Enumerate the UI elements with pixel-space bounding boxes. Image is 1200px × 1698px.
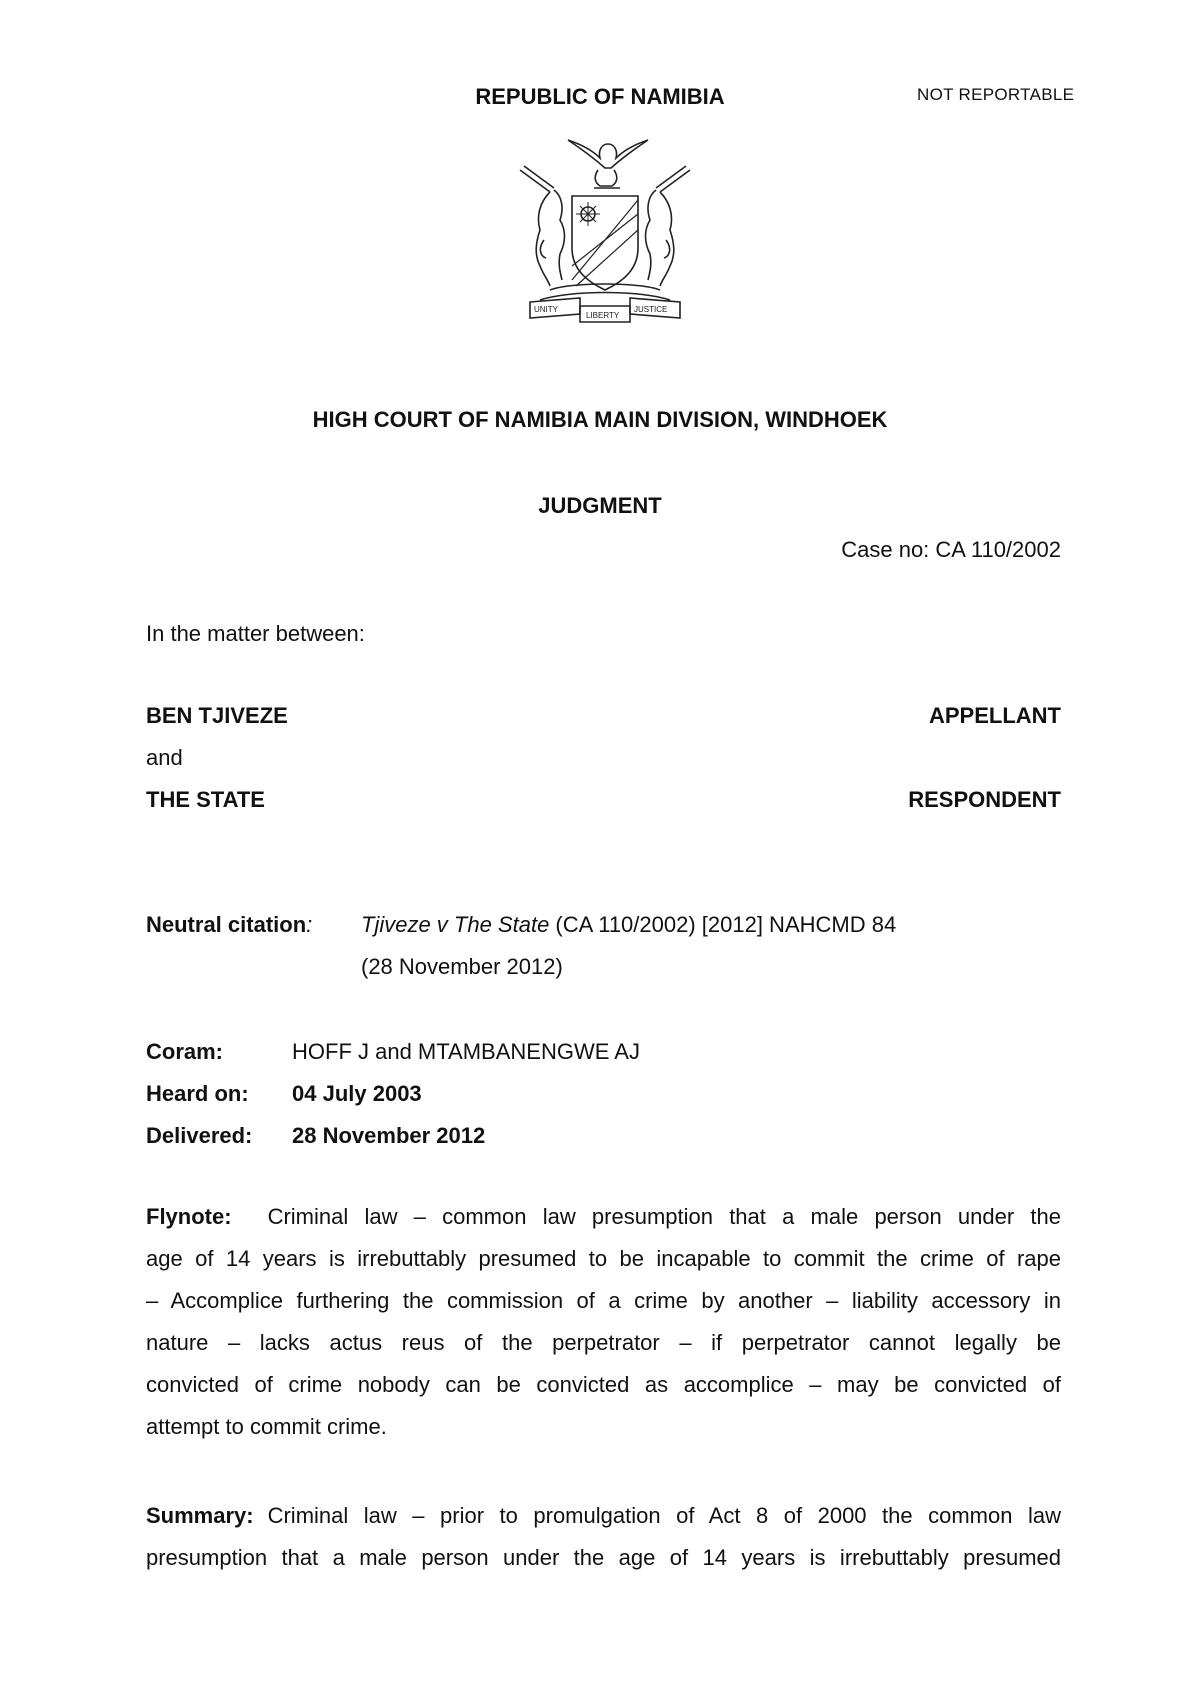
delivered-value: 28 November 2012 <box>292 1123 486 1148</box>
svg-text:LIBERTY: LIBERTY <box>586 311 620 320</box>
flynote-paragraph <box>146 1196 1061 1448</box>
respondent-name: THE STATE <box>146 787 265 812</box>
judgment-heading: JUDGMENT <box>538 493 662 518</box>
summary-label: Summary: <box>146 1503 254 1528</box>
matter-intro: In the matter between: <box>146 621 365 646</box>
republic-heading: REPUBLIC OF NAMIBIA <box>475 84 725 109</box>
appellant-role: APPELLANT <box>929 703 1061 728</box>
flynote-line: nature – lacks actus reus of the perpetrator – if perpetrator cannot legally be <box>146 1330 1061 1355</box>
flynote-label: Flynote: <box>146 1204 232 1229</box>
svg-text:UNITY: UNITY <box>534 305 558 314</box>
coram-label: Coram: <box>146 1039 224 1064</box>
neutral-citation-date: (28 November 2012) <box>361 954 563 979</box>
svg-text:JUSTICE: JUSTICE <box>634 305 668 314</box>
delivered-label: Delivered: <box>146 1123 253 1148</box>
neutral-citation-label: Neutral citation: <box>146 912 313 937</box>
court-heading: HIGH COURT OF NAMIBIA MAIN DIVISION, WINDHOEK <box>312 407 888 432</box>
summary-paragraph <box>146 1495 1061 1579</box>
neutral-citation-value: Tjiveze v The State (CA 110/2002) [2012] NAHCMD 84 <box>361 912 897 937</box>
not-reportable-label: NOT REPORTABLE <box>917 85 1075 104</box>
coram-value: HOFF J and MTAMBANENGWE AJ <box>292 1039 640 1064</box>
flynote-line: age of 14 years is irrebuttably presumed to be incapable to commit the crime of rape <box>146 1246 1061 1271</box>
summary-line: Summary: Criminal law – prior to promulgation of Act 8 of 2000 the common law <box>146 1503 1061 1528</box>
summary-line: presumption that a male person under the age of 14 years is irrebuttably presumed <box>146 1545 1061 1570</box>
case-number: Case no: CA 110/2002 <box>841 537 1061 562</box>
respondent-role: RESPONDENT <box>908 787 1061 812</box>
flynote-line: convicted of crime nobody can be convicted as accomplice – may be convicted of <box>146 1372 1061 1397</box>
heard-on-label: Heard on: <box>146 1081 249 1106</box>
namibia-coat-of-arms-icon <box>510 130 700 330</box>
flynote-line: attempt to commit crime. <box>146 1414 387 1439</box>
appellant-name: BEN TJIVEZE <box>146 703 288 728</box>
flynote-line: – Accomplice furthering the commission of a crime by another – liability accessory in <box>146 1288 1061 1313</box>
parties-conjunction: and <box>146 745 183 770</box>
flynote-line: Flynote: Criminal law – common law presumption that a male person under the <box>146 1204 1061 1229</box>
heard-on-value: 04 July 2003 <box>292 1081 422 1106</box>
